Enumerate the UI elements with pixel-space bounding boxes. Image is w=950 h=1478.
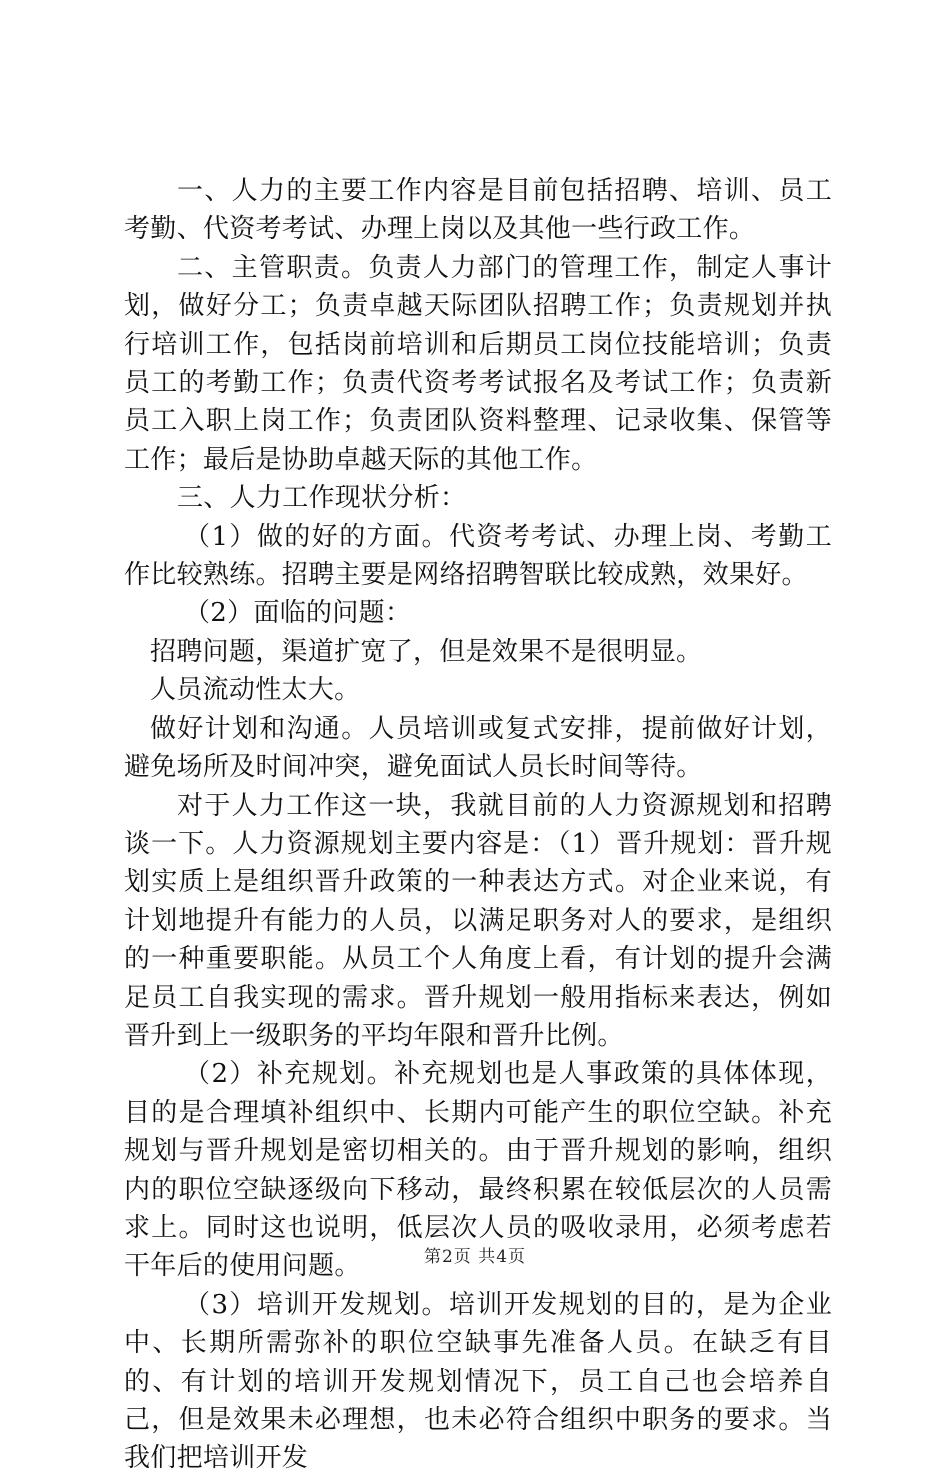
paragraph-supplement-plan: （2）补充规划。补充规划也是人事政策的具体体现，目的是合理填补组织中、长期内可能产生的职位空缺。补充规划与晋升规划是密切相关的。由于晋升规划的影响，组织内的职位空缺逐级向下移动，最终积累在较低层次的人员需求上。同时这也说明，低层次人员的吸收录用，必须考虑若干年后的使用问题。	[124, 1059, 832, 1282]
paragraph-recruiting-problem: 招聘问题，渠道扩宽了，但是效果不是很明显。	[150, 636, 703, 667]
paragraph-problems-heading: （2）面临的问题：	[184, 598, 412, 629]
page-number-footer: 第2页 共4页	[423, 1247, 527, 1267]
paragraph-supervisor-responsibilities: 二、主管职责。负责人力部门的管理工作，制定人事计划，做好分工；负责卓越天际团队招聘工作；负责规划并执行培训工作，包括岗前培训和后期员工岗位技能培训；负责员工的考勤工作；负责代资考考试报名及考试工作；负责新员工入职上岗工作；负责团队资料整理、记录收集、保管等工作；最后是协助卓越天际的其他工作。	[124, 252, 832, 475]
paragraph-status-analysis-heading: 三、人力工作现状分析：	[177, 483, 467, 514]
document-body	[124, 172, 832, 1478]
paragraph-training-plan: （3）培训开发规划。培训开发规划的目的，是为企业中、长期所需弥补的职位空缺事先准备人员。在缺乏有目的、有计划的培训开发规划情况下，员工自己也会培养自己，但是效果未必理想，也未必符合组织中职务的要求。当我们把培训开发	[124, 1289, 832, 1474]
paragraph-turnover: 人员流动性太大。	[150, 675, 361, 706]
paragraph-planning-communication: 做好计划和沟通。人员培训或复式安排，提前做好计划，避免场所及时间冲突，避免面试人员长时间等待。	[124, 713, 832, 783]
paragraph-main-duties: 一、人力的主要工作内容是目前包括招聘、培训、员工考勤、代资考考试、办理上岗以及其他一些行政工作。	[124, 176, 832, 245]
paragraph-strengths: （1）做的好的方面。代资考考试、办理上岗、考勤工作比较熟练。招聘主要是网络招聘智联比较成熟，效果好。	[124, 521, 832, 591]
paragraph-hr-planning: 对于人力工作这一块，我就目前的人力资源规划和招聘谈一下。人力资源规划主要内容是：（1）晋升规划：晋升规划实质上是组织晋升政策的一种表达方式。对企业来说，有计划地提升有能力的人员，以满足职务对人的要求，是组织的一种重要职能。从员工个人角度上看，有计划的提升会满足员工自我实现的需求。晋升规划一般用指标来表达，例如晋升到上一级职务的平均年限和晋升比例。	[124, 790, 832, 1051]
